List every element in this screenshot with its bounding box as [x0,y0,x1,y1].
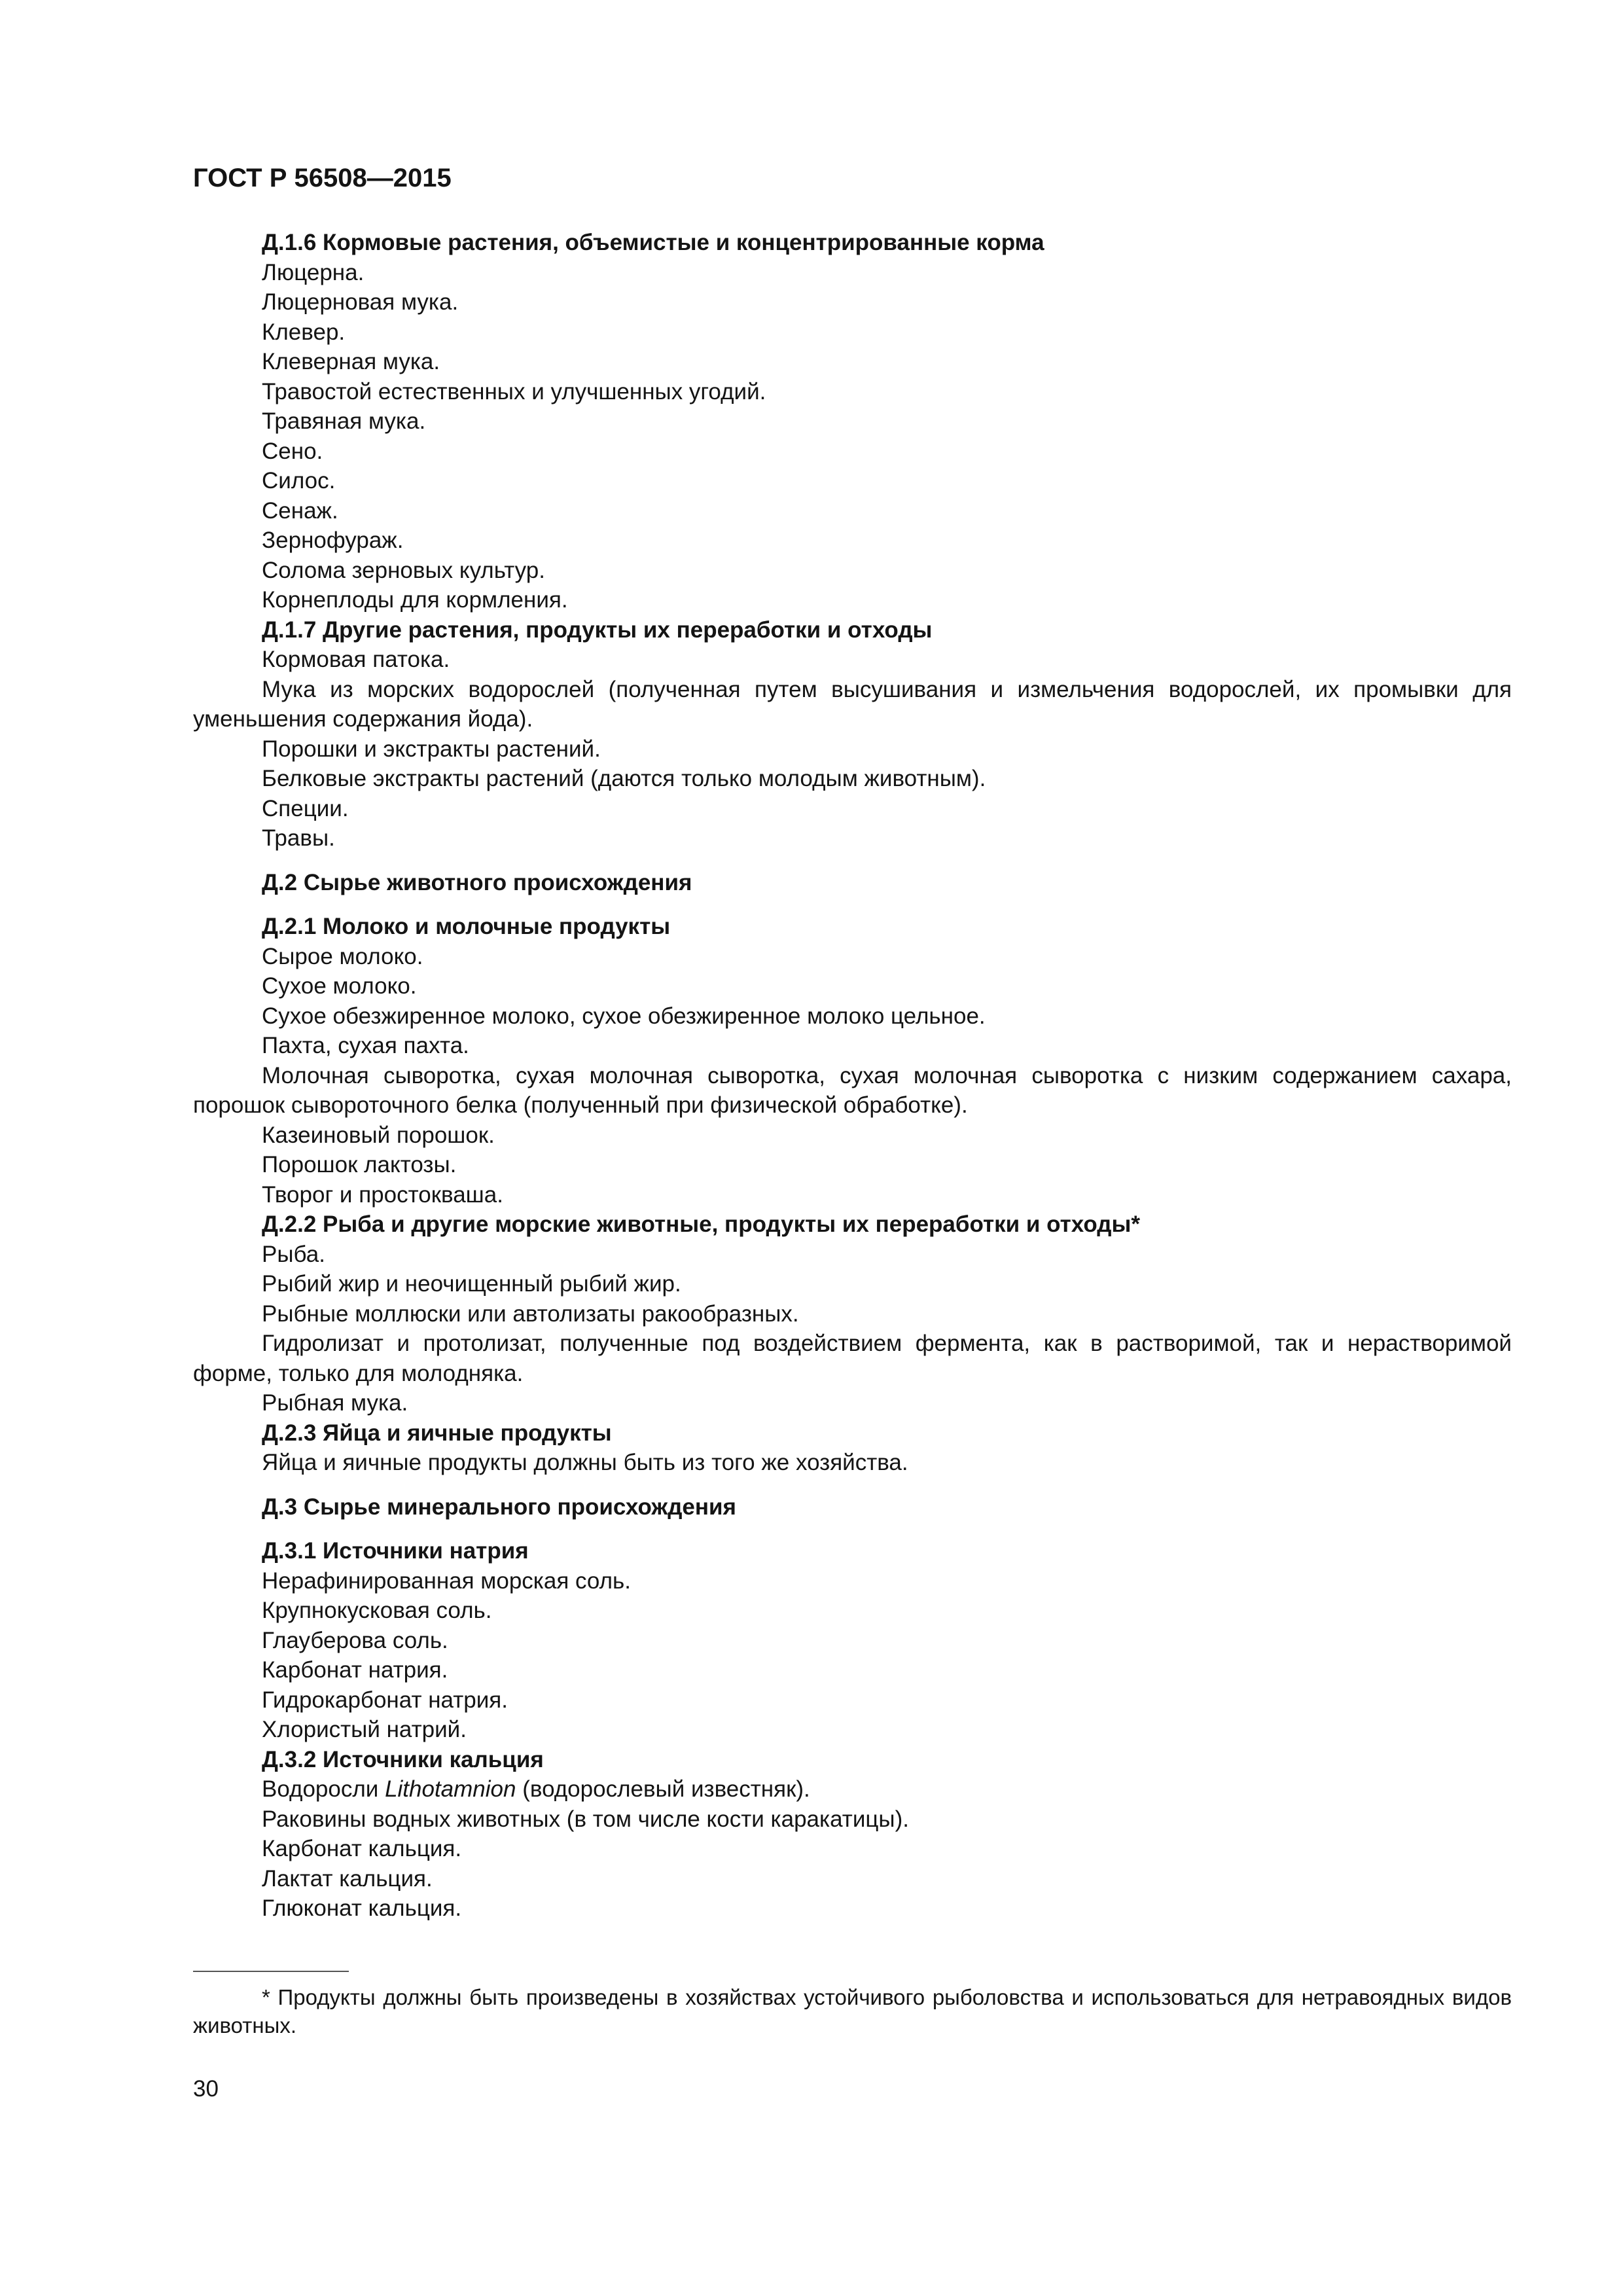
list-item: Травы. [262,825,335,851]
list-item: Силос. [262,468,336,493]
list-item: Карбонат натрия. [262,1657,448,1683]
list-item: Рыбные моллюски или автолизаты ракообразных. [262,1300,799,1327]
list-item: Глюконат кальция. [262,1895,462,1921]
list-item: Порошок лактозы. [262,1152,457,1177]
footnote-separator [193,1971,349,1972]
list-item: Гидролизат и протолизат, полученные под воздействием фермента, как в растворимой, так и нерастворимой форме, только для молодняка. [193,1331,1512,1386]
list-item: Травостой естественных и улучшенных угодий. [262,378,766,404]
footnote: * Продукты должны быть произведены в хозяйствах устойчивого рыболовства и использоваться для нетравоядных видов животных. [193,1985,1512,2037]
list-item: Люцерновая мука. [262,289,459,315]
list-item: Крупнокусковая соль. [262,1598,492,1623]
list-item: Порошки и экстракты растений. [262,736,601,762]
list-item: Молочная сыворотка, сухая молочная сыворотка, сухая молочная сыворотка с низким содержанием сахара, порошок сывороточного белка (полученный при физической обработке). [193,1062,1512,1118]
list-item: Яйца и яичные продукты должны быть из того же хозяйства. [262,1450,908,1475]
list-item: Сухое молоко. [262,973,417,999]
list-item: Лактат кальция. [262,1865,433,1892]
section-heading: Д.3 Сырье минерального происхождения [262,1494,736,1520]
document-code: ГОСТ Р 56508—2015 [193,164,452,192]
list-item: Нерафинированная морская соль. [262,1568,631,1594]
list-item: Сенаж. [262,497,338,524]
list-item: Специи. [262,795,349,821]
list-item: Гидрокарбонат натрия. [262,1687,508,1713]
list-item: Сырое молоко. [262,943,423,969]
list-item: Казеиновый порошок. [262,1122,495,1148]
subsection-heading: Д.2.1 Молоко и молочные продукты [262,914,671,939]
subsection-heading: Д.2.3 Яйца и яичные продукты [262,1420,612,1446]
list-item: Зернофураж. [262,528,404,553]
text-fragment: (водорослевый известняк). [516,1776,810,1802]
list-item: Хлористый натрий. [262,1717,467,1742]
list-item: Рыбий жир и неочищенный рыбий жир. [262,1271,681,1297]
list-item [193,1774,1512,1804]
list-item: Солома зерновых культур. [262,557,545,583]
subsection-heading: Д.2.2 Рыба и другие морские животные, продукты их переработки и отходы* [262,1211,1141,1237]
page-number: 30 [193,2076,219,2102]
list-item: Кормовая патока. [262,647,450,672]
list-item: Белковые экстракты растений (даются только молодым животным). [262,766,986,791]
section-heading: Д.2 Сырье животного происхождения [262,869,692,895]
subsection-heading: Д.1.7 Другие растения, продукты их переработки и отходы [262,617,933,643]
subsection-heading: Д.3.1 Источники натрия [262,1538,529,1564]
text-fragment: Водоросли [262,1776,385,1802]
list-item: Сено. [262,438,323,464]
italic-term: Lithotamnion [385,1776,516,1802]
list-item: Пахта, сухая пахта. [262,1033,469,1058]
list-item: Глауберова соль. [262,1627,448,1653]
list-item: Раковины водных животных (в том числе кости каракатицы). [262,1806,909,1832]
list-item: Травяная мука. [262,408,426,434]
list-item: Люцерна. [262,259,365,285]
subsection-heading: Д.3.2 Источники кальция [262,1746,544,1772]
list-item: Сухое обезжиренное молоко, сухое обезжиренное молоко цельное. [262,1003,986,1029]
list-item: Клевер. [262,319,346,345]
list-item: Творог и простокваша. [262,1181,503,1208]
list-item: Рыба. [262,1241,325,1267]
list-item: Мука из морских водорослей (полученная путем высушивания и измельчения водорослей, их промывки для уменьшения содержания йода). [193,676,1512,732]
list-item: Рыбная мука. [262,1390,408,1416]
document-body [193,228,1512,1924]
subsection-heading: Д.1.6 Кормовые растения, объемистые и концентрированные корма [262,230,1044,255]
list-item: Корнеплоды для кормления. [262,587,568,613]
list-item: Клеверная мука. [262,349,440,374]
list-item: Карбонат кальция. [262,1836,462,1861]
